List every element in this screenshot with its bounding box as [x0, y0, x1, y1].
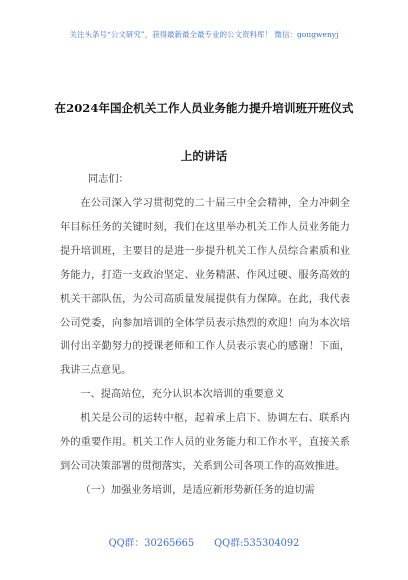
body-paragraph-2: 机关是公司的运转中枢，起着承上启下、协调左右、联系内外的重要作用。机关工作人员的业务能力和工作水平，直接关系到公司决策部署的贯彻落实，关系到公司各项工作的高效推进。 — [60, 413, 350, 472]
document-title-line-2: 上的讲话 — [180, 149, 228, 163]
header-promo-note: 关注头条号“公文研究”，获得最新最全最专业的公文资料库！ 微信：gongwenyj — [69, 30, 339, 39]
salutation: 同志们： — [88, 174, 129, 185]
document-title-line-1: 在2024年国企机关工作人员业务能力提升培训班开班仪式 — [54, 101, 354, 115]
section-heading-1: 一、提高站位，充分认识本次培训的重要意义 — [80, 389, 285, 401]
body-paragraph-1: 在公司深入学习贯彻党的二十届三中全会精神，全力冲刺全年目标任务的关键时刻，我们在这里举办机关工作人员业务能力提升培训班，主要目的是进一步提升机关工作人员综合素质和业务能力，打造一支政治坚定、业务精湛、作风过硬、服务高效的机关干部队伍，为公司高质量发展提供有力保障。在此，我代表公司党委，向参加培训的全体学员表示热烈的欢迎！向为本次培训付出辛勤努力的授课老师和工作人员表示衷心的感谢！下面，我讲三点意见。 — [60, 198, 350, 377]
subsection-heading-1: （一）加强业务培训，是适应新形势新任务的迫切需 — [80, 484, 315, 496]
footer-qq-group-2: QQ群:535304092 — [214, 538, 300, 549]
document-body — [60, 192, 350, 503]
footer-contacts — [0, 535, 408, 549]
footer-qq-group-1: QQ群：30265665 — [108, 538, 195, 549]
